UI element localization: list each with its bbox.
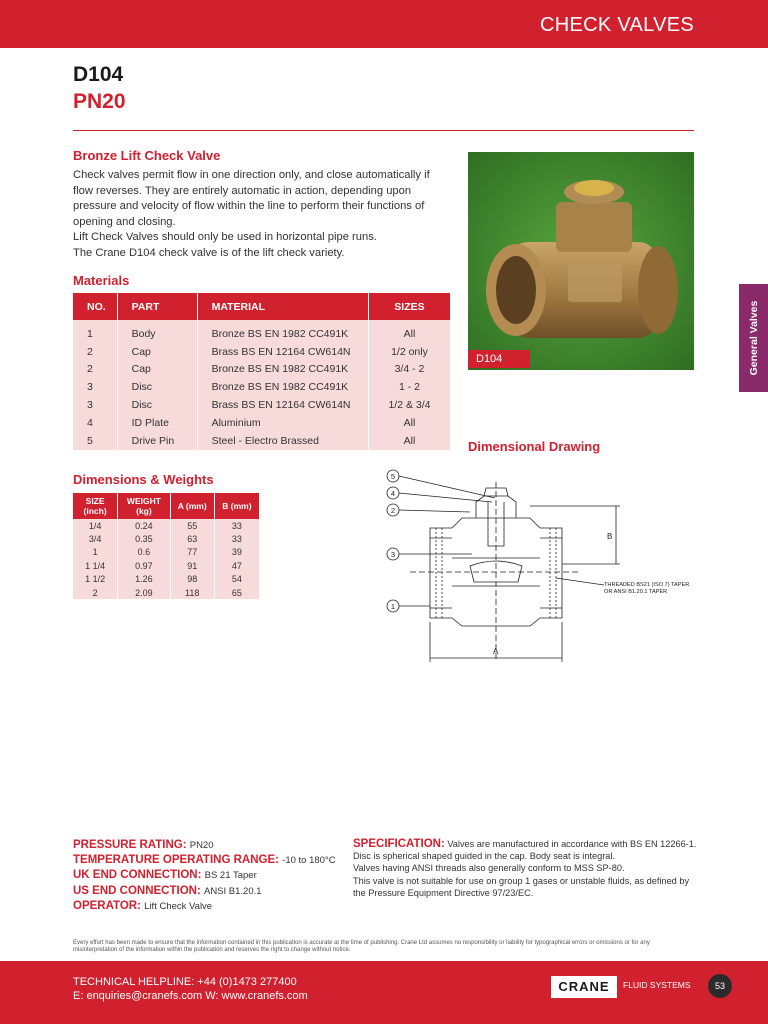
table-cell: 2	[73, 361, 117, 379]
table-cell: 1/4	[73, 519, 118, 532]
column-header: NO.	[73, 293, 117, 320]
table-row	[73, 586, 259, 599]
table-cell: 1/2 only	[368, 343, 450, 361]
table-cell: 55	[170, 519, 214, 532]
spec-label: SPECIFICATION:	[353, 838, 445, 850]
table-cell: 1 - 2	[368, 378, 450, 396]
table-row	[73, 573, 259, 586]
table-cell: 54	[214, 573, 259, 586]
column-header: WEIGHT (kg)	[118, 493, 170, 519]
table-cell: ID Plate	[117, 414, 197, 432]
dimensions-table	[73, 493, 259, 599]
spec-value: Lift Check Valve	[144, 900, 213, 912]
table-row	[73, 532, 259, 545]
intro-paragraph: The Crane D104 check valve is of the lift check variety.	[73, 246, 345, 259]
table-cell: Disc	[117, 396, 197, 414]
spec-value: PN20	[189, 840, 214, 851]
table-cell: 39	[214, 546, 259, 559]
table-header-row	[73, 293, 450, 320]
column-header: A (mm)	[170, 493, 214, 519]
disclaimer: Every effort has been made to ensure that the information contained in this publication is accurate at the time of publishing. Crane Ltd assumes no responsibility or liability for typographical errors or omissions or for any misinterpretation of the information within the publication and reserves the right to change without notice.	[73, 940, 650, 954]
table-cell: Aluminium	[197, 414, 368, 432]
table-cell: Cap	[117, 361, 197, 379]
specs-left	[73, 838, 343, 914]
table-cell: 0.24	[118, 519, 170, 532]
table-cell: 1.26	[118, 573, 170, 586]
specs-right	[353, 838, 698, 899]
table-cell: Disc	[117, 378, 197, 396]
page-number: 53	[708, 974, 732, 998]
table-cell: 0.97	[118, 559, 170, 572]
photo-label: D104	[468, 350, 530, 368]
table-cell: Brass BS EN 12164 CW614N	[197, 396, 368, 414]
column-header: SIZE (inch)	[73, 493, 118, 519]
contact-block	[73, 975, 308, 1003]
spec-value: ANSI B1.20.1	[203, 885, 262, 897]
table-cell: 3/4	[73, 532, 118, 545]
table-cell: 4	[73, 414, 117, 432]
section-side-tab[interactable]	[739, 284, 768, 392]
table-row	[73, 432, 450, 450]
table-row	[73, 546, 259, 559]
table-cell: 2.09	[118, 586, 170, 599]
table-cell: 1	[73, 546, 118, 559]
table-cell: Steel - Electro Brassed	[197, 432, 368, 450]
table-cell: All	[368, 320, 450, 343]
dimension-a-label: A	[493, 647, 499, 656]
section-title: CHECK VALVES	[539, 14, 694, 36]
table-cell: 77	[170, 546, 214, 559]
materials-table	[73, 293, 450, 450]
dimensional-drawing	[380, 466, 710, 666]
table-cell: Bronze BS EN 1982 CC491K	[197, 378, 368, 396]
column-header: SIZES	[368, 293, 450, 320]
divider	[73, 130, 694, 131]
column-header: B (mm)	[214, 493, 259, 519]
table-cell: Bronze BS EN 1982 CC491K	[197, 320, 368, 343]
table-cell: 3/4 - 2	[368, 361, 450, 379]
table-cell: 33	[214, 519, 259, 532]
table-cell: 1	[73, 320, 117, 343]
intro-paragraph: Check valves permit flow in one direction only, and close automatically if flow reverses. They are entirely automatic in action, depending upon pressure and velocity of flow within the line to perform their functions of opening and closing.	[73, 169, 430, 228]
table-cell: 65	[214, 586, 259, 599]
spec-label: TEMPERATURE OPERATING RANGE:	[73, 854, 279, 867]
table-cell: 63	[170, 532, 214, 545]
table-row	[73, 320, 450, 343]
callout-label: 2	[390, 506, 396, 515]
column-header: MATERIAL	[197, 293, 368, 320]
side-tab-label: General Valves	[747, 300, 760, 376]
spec-text: Disc is spherical shaped guided in the cap. Body seat is integral.	[353, 851, 615, 862]
table-cell: All	[368, 432, 450, 450]
intro-text	[73, 168, 445, 261]
table-cell: All	[368, 414, 450, 432]
table-cell: Body	[117, 320, 197, 343]
table-row	[73, 396, 450, 414]
table-cell: Drive Pin	[117, 432, 197, 450]
intro-heading: Bronze Lift Check Valve	[73, 148, 221, 163]
table-row	[73, 343, 450, 361]
callout-label: 5	[390, 472, 396, 481]
table-row	[73, 519, 259, 532]
table-cell: 1 1/2	[73, 573, 118, 586]
crane-logo: CRANE	[551, 976, 617, 998]
product-photo	[468, 152, 694, 370]
table-row	[73, 414, 450, 432]
materials-heading: Materials	[73, 273, 130, 288]
table-cell: 118	[170, 586, 214, 599]
intro-paragraph: Lift Check Valves should only be used in horizontal pipe runs.	[73, 231, 377, 243]
spec-text: This valve is not suitable for use on group 1 gases or unstable fluids, as defined by the Pressure Equipment Directive 97/23/EC.	[353, 875, 690, 898]
table-cell: 47	[214, 559, 259, 572]
table-cell: 98	[170, 573, 214, 586]
table-header-row	[73, 493, 259, 519]
table-cell: 1 1/4	[73, 559, 118, 572]
spec-value: -10 to 180°C	[282, 855, 336, 867]
column-header: PART	[117, 293, 197, 320]
spec-label: PRESSURE RATING:	[73, 839, 187, 851]
helpline-text: TECHNICAL HELPLINE: +44 (0)1473 277400	[73, 976, 297, 988]
spec-label: OPERATOR:	[73, 899, 141, 912]
header-bar	[0, 0, 768, 48]
table-cell: 2	[73, 343, 117, 361]
callout-label: 3	[390, 550, 396, 559]
table-cell: 3	[73, 378, 117, 396]
table-cell: 91	[170, 559, 214, 572]
callout-label: 4	[390, 489, 396, 498]
spec-text: Valves are manufactured in accordance with BS EN 12266-1.	[447, 839, 697, 849]
table-cell: 0.35	[118, 532, 170, 545]
thread-note: THREADED BS21 (ISO 7) TAPER	[604, 582, 690, 588]
table-cell: 1/2 & 3/4	[368, 396, 450, 414]
dimension-b-label: B	[607, 532, 613, 541]
table-cell: 5	[73, 432, 117, 450]
drawing-heading: Dimensional Drawing	[468, 439, 601, 454]
table-cell: Brass BS EN 12164 CW614N	[197, 343, 368, 361]
table-row	[73, 378, 450, 396]
table-row	[73, 361, 450, 379]
product-rating: PN20	[73, 90, 126, 113]
table-cell: 3	[73, 396, 117, 414]
table-cell: 33	[214, 532, 259, 545]
spec-label: UK END CONNECTION:	[73, 869, 202, 882]
footer-bar	[0, 961, 768, 1024]
table-row	[73, 559, 259, 572]
table-cell: 2	[73, 586, 118, 599]
table-cell: Bronze BS EN 1982 CC491K	[197, 361, 368, 379]
dimensions-heading: Dimensions & Weights	[73, 472, 214, 487]
spec-text: Valves having ANSI threads also generally conform to MSS SP-80.	[353, 863, 625, 874]
division-label: FLUID SYSTEMS	[623, 980, 691, 990]
thread-note: OR ANSI B1.20.1 TAPER	[604, 589, 668, 595]
contact-links[interactable]: E: enquiries@cranefs.com W: www.cranefs.com	[73, 990, 308, 1002]
spec-value: BS 21 Taper	[204, 870, 257, 882]
table-cell: 0.6	[118, 546, 170, 559]
product-model: D104	[73, 63, 124, 86]
callout-label: 1	[390, 602, 396, 611]
spec-label: US END CONNECTION:	[73, 884, 201, 897]
table-cell: Cap	[117, 343, 197, 361]
